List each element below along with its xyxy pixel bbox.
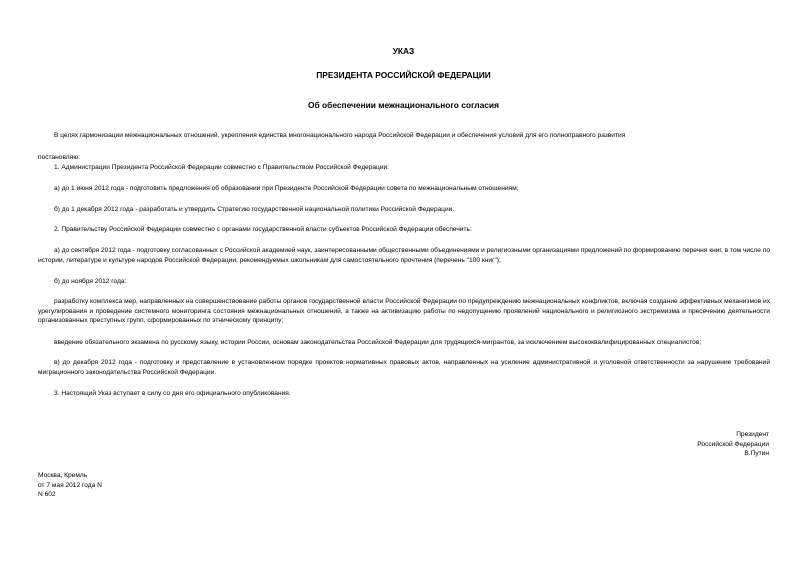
item-1: 1. Администрации Президента Российской Федерации совместно с Правительством Российской Федерации: <box>54 164 390 171</box>
resolve-line: постановляю: <box>38 154 81 161</box>
item-1a: а) до 1 июня 2012 года - подготовить предложения об образовании при Президенте Российской Федерации совета по межнациональным отношениям; <box>54 185 519 192</box>
item-2: 2. Правительству Российской Федерации совместно с органами государственной власти субъектов Российской Федерации обеспечить: <box>54 226 472 233</box>
document-title: УКАЗ <box>392 46 415 56</box>
signature-title: Президент <box>736 431 769 438</box>
item-2b-exam: введение обязательного экзамена по русскому языку, истории России, основам законодательства Российской Федерации для трудящихся-мигрантов, за исключением высококвалифицированных специалистов; <box>54 339 702 346</box>
signature-block <box>569 430 769 459</box>
item-2a: а) до сентября 2012 года - подготовку согласованных с Российской академией наук, заинтересованными общественными объединениями и религиозными организациями предложений по формированию перечня книг, в том числе по истории, литературе и культуре народов Российской Федерации, рекомендуемых школьникам для самостоятельного прочтения (перечень "100 книг"); <box>38 247 770 264</box>
document-subject: Об обеспечении межнационального согласия <box>308 100 499 110</box>
document-issuer: ПРЕЗИДЕНТА РОССИЙСКОЙ ФЕДЕРАЦИИ <box>316 70 491 80</box>
item-2b: б) до ноября 2012 года: <box>54 278 127 285</box>
number-line: N 602 <box>38 491 56 499</box>
preamble-paragraph: В целях гармонизации межнациональных отношений, укрепления единства многонационального народа Российской Федерации и обеспечения условий для его полноправного развития <box>54 132 626 139</box>
signature-name: В.Путин <box>744 450 769 458</box>
signature-country: Российской Федерации <box>697 440 769 448</box>
item-1b: б) до 1 декабря 2012 года - разработать и утвердить Стратегию государственной национальной политики Российской Федерации. <box>54 206 455 213</box>
item-2c: в) до декабря 2012 года - подготовку и представление в установленном порядке проектов нормативных правовых актов, направленных на усиление административной и уголовной ответственности за нарушение требований миграционного законодательства Российской Федерации. <box>38 359 770 376</box>
place-date-block <box>38 471 238 500</box>
item-3: 3. Настоящий Указ вступает в силу со дня его официального опубликования. <box>54 390 291 397</box>
date-line: от 7 мая 2012 года N <box>38 481 102 489</box>
item-2b-measures: разработку комплекса мер, направленных на совершенствование работы органов государственной власти Российской Федерации по предупреждению межнациональных конфликтов, включая создание эффективных механизмов их урегулирования и проведение системного мониторинга состояния межнациональных отношений, а также на активизацию работы по недопущению проявлений национального и религиозного экстремизма и пресечению деятельности организованных преступных групп, сформированных по этническому принципу; <box>38 298 770 325</box>
place-line: Москва, Кремль <box>38 472 88 479</box>
